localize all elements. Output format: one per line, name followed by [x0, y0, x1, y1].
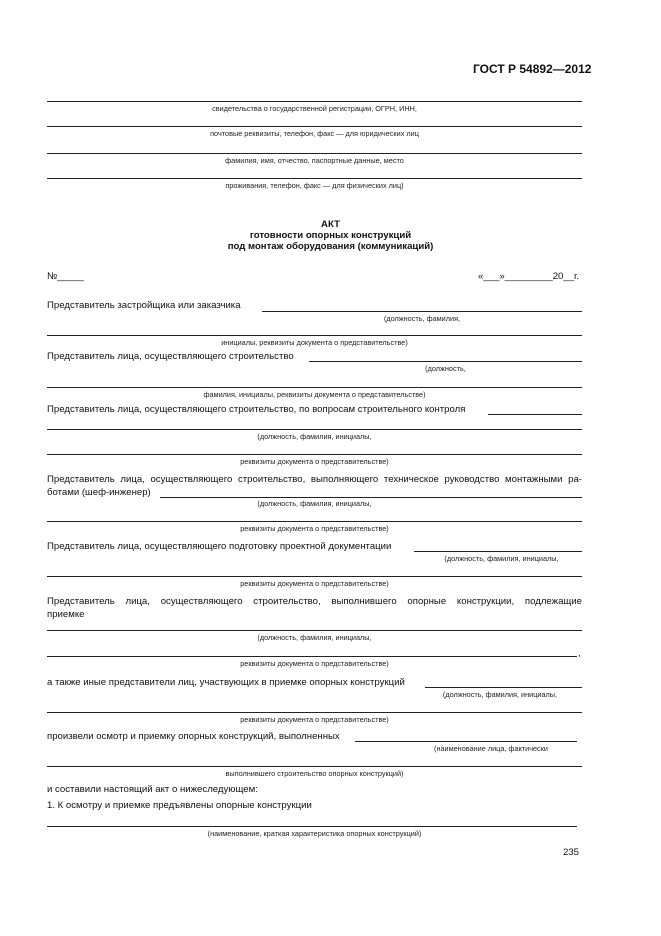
caption-docs-2: реквизиты документа о представительстве) — [240, 524, 389, 533]
act-subtitle-1: готовности опорных конструкций — [249, 230, 412, 241]
caption-name-initials-docs: фамилия, инициалы, реквизиты документа о представительстве) — [203, 390, 426, 399]
label-performer-rep-2: приемке — [47, 609, 85, 620]
caption-registration: свидетельства о государственной регистрации, ОГРН, ИНН, — [212, 104, 417, 113]
caption-position-name-initials: (должность, фамилия, инициалы, — [257, 432, 372, 441]
fill-line[interactable] — [47, 712, 582, 713]
act-title: АКТ — [321, 219, 340, 230]
act-number[interactable]: №_____ — [47, 271, 84, 282]
fill-line[interactable] — [47, 429, 582, 430]
fill-line-builder[interactable] — [309, 361, 582, 362]
label-item-1: 1. К осмотру и приемке предъявлены опорные конструкции — [47, 800, 312, 811]
caption-postal: почтовые реквизиты, телефон, факс — для юридических лиц — [210, 129, 419, 138]
comma-mark: , — [578, 648, 581, 659]
fill-line[interactable] — [47, 178, 582, 179]
fill-line-other[interactable] — [425, 687, 582, 688]
fill-line[interactable] — [47, 335, 582, 336]
fill-line[interactable] — [47, 153, 582, 154]
label-design-rep: Представитель лица, осуществляющего подготовку проектной документации — [47, 541, 392, 552]
caption-docs-4: реквизиты документа о представительстве) — [240, 659, 389, 668]
act-subtitle-2: под монтаж оборудования (коммуникаций) — [227, 241, 434, 252]
fill-line[interactable] — [47, 576, 582, 577]
caption-performed: выполнившего строительство опорных конструкций) — [225, 769, 404, 778]
caption-position-name-initials-4: (должность, фамилия, инициалы, — [257, 633, 372, 642]
label-supervision-rep-2: ботами (шеф-инженер) — [47, 487, 151, 498]
fill-line[interactable] — [47, 826, 577, 827]
caption-docs-3: реквизиты документа о представительстве) — [240, 579, 389, 588]
label-builder-rep: Представитель лица, осуществляющего строительство — [47, 351, 294, 362]
fill-line[interactable] — [47, 387, 582, 388]
caption-actual-name: (наименование лица, фактически — [434, 744, 548, 753]
caption-docs: реквизиты документа о представительстве) — [240, 457, 389, 466]
standard-header: ГОСТ Р 54892—2012 — [473, 62, 592, 76]
caption-position-name-initials-3: (должность, фамилия, инициалы, — [444, 554, 559, 563]
fill-line[interactable] — [47, 766, 582, 767]
label-performer-rep-1: Представитель лица, осуществляющего строительство, выполнившего опорные конструкции, подлежащие — [47, 596, 582, 607]
fill-line[interactable] — [47, 454, 582, 455]
label-builder-control-rep: Представитель лица, осуществляющего строительство, по вопросам строительного контроля — [47, 404, 466, 415]
caption-position-name: (должность, фамилия, — [383, 314, 461, 323]
fill-line[interactable] — [47, 656, 577, 657]
fill-line[interactable] — [47, 521, 582, 522]
act-date[interactable]: «___»_________20__г. — [478, 271, 580, 282]
fill-line[interactable] — [47, 101, 582, 102]
fill-line-developer[interactable] — [262, 311, 582, 312]
fill-line-inspected[interactable] — [355, 741, 577, 742]
fill-line-design[interactable] — [414, 551, 582, 552]
caption-description: (наименование, краткая характеристика опорных конструкций) — [207, 829, 422, 838]
label-supervision-rep-1: Представитель лица, осуществляющего строительство, выполняющего техническое руководство монтажными ра- — [47, 474, 582, 485]
caption-residence: проживания, телефон, факс — для физических лиц) — [225, 181, 404, 190]
caption-position-name-initials-5: (должность, фамилия, инициалы, — [442, 690, 558, 699]
caption-person-name: фамилия, имя, отчество, паспортные данные, место — [225, 156, 404, 165]
label-other-reps: а также иные представители лиц, участвующих в приемке опорных конструкций — [47, 677, 405, 688]
label-developer-rep: Представитель застройщика или заказчика — [47, 300, 241, 311]
fill-line-supervision[interactable] — [160, 497, 582, 498]
label-compiled: и составили настоящий акт о нижеследующем: — [47, 784, 258, 795]
caption-position-name-initials-2: (должность, фамилия, инициалы, — [257, 499, 372, 508]
caption-docs-5: реквизиты документа о представительстве) — [240, 715, 389, 724]
caption-position: (должность, — [425, 364, 466, 373]
fill-line[interactable] — [47, 126, 582, 127]
label-inspected: произвели осмотр и приемку опорных конструкций, выполненных — [47, 731, 340, 742]
fill-line[interactable] — [47, 630, 582, 631]
page-number: 235 — [563, 847, 580, 858]
caption-initials-docs: инициалы, реквизиты документа о представительстве) — [221, 338, 408, 347]
fill-line-control[interactable] — [488, 414, 582, 415]
